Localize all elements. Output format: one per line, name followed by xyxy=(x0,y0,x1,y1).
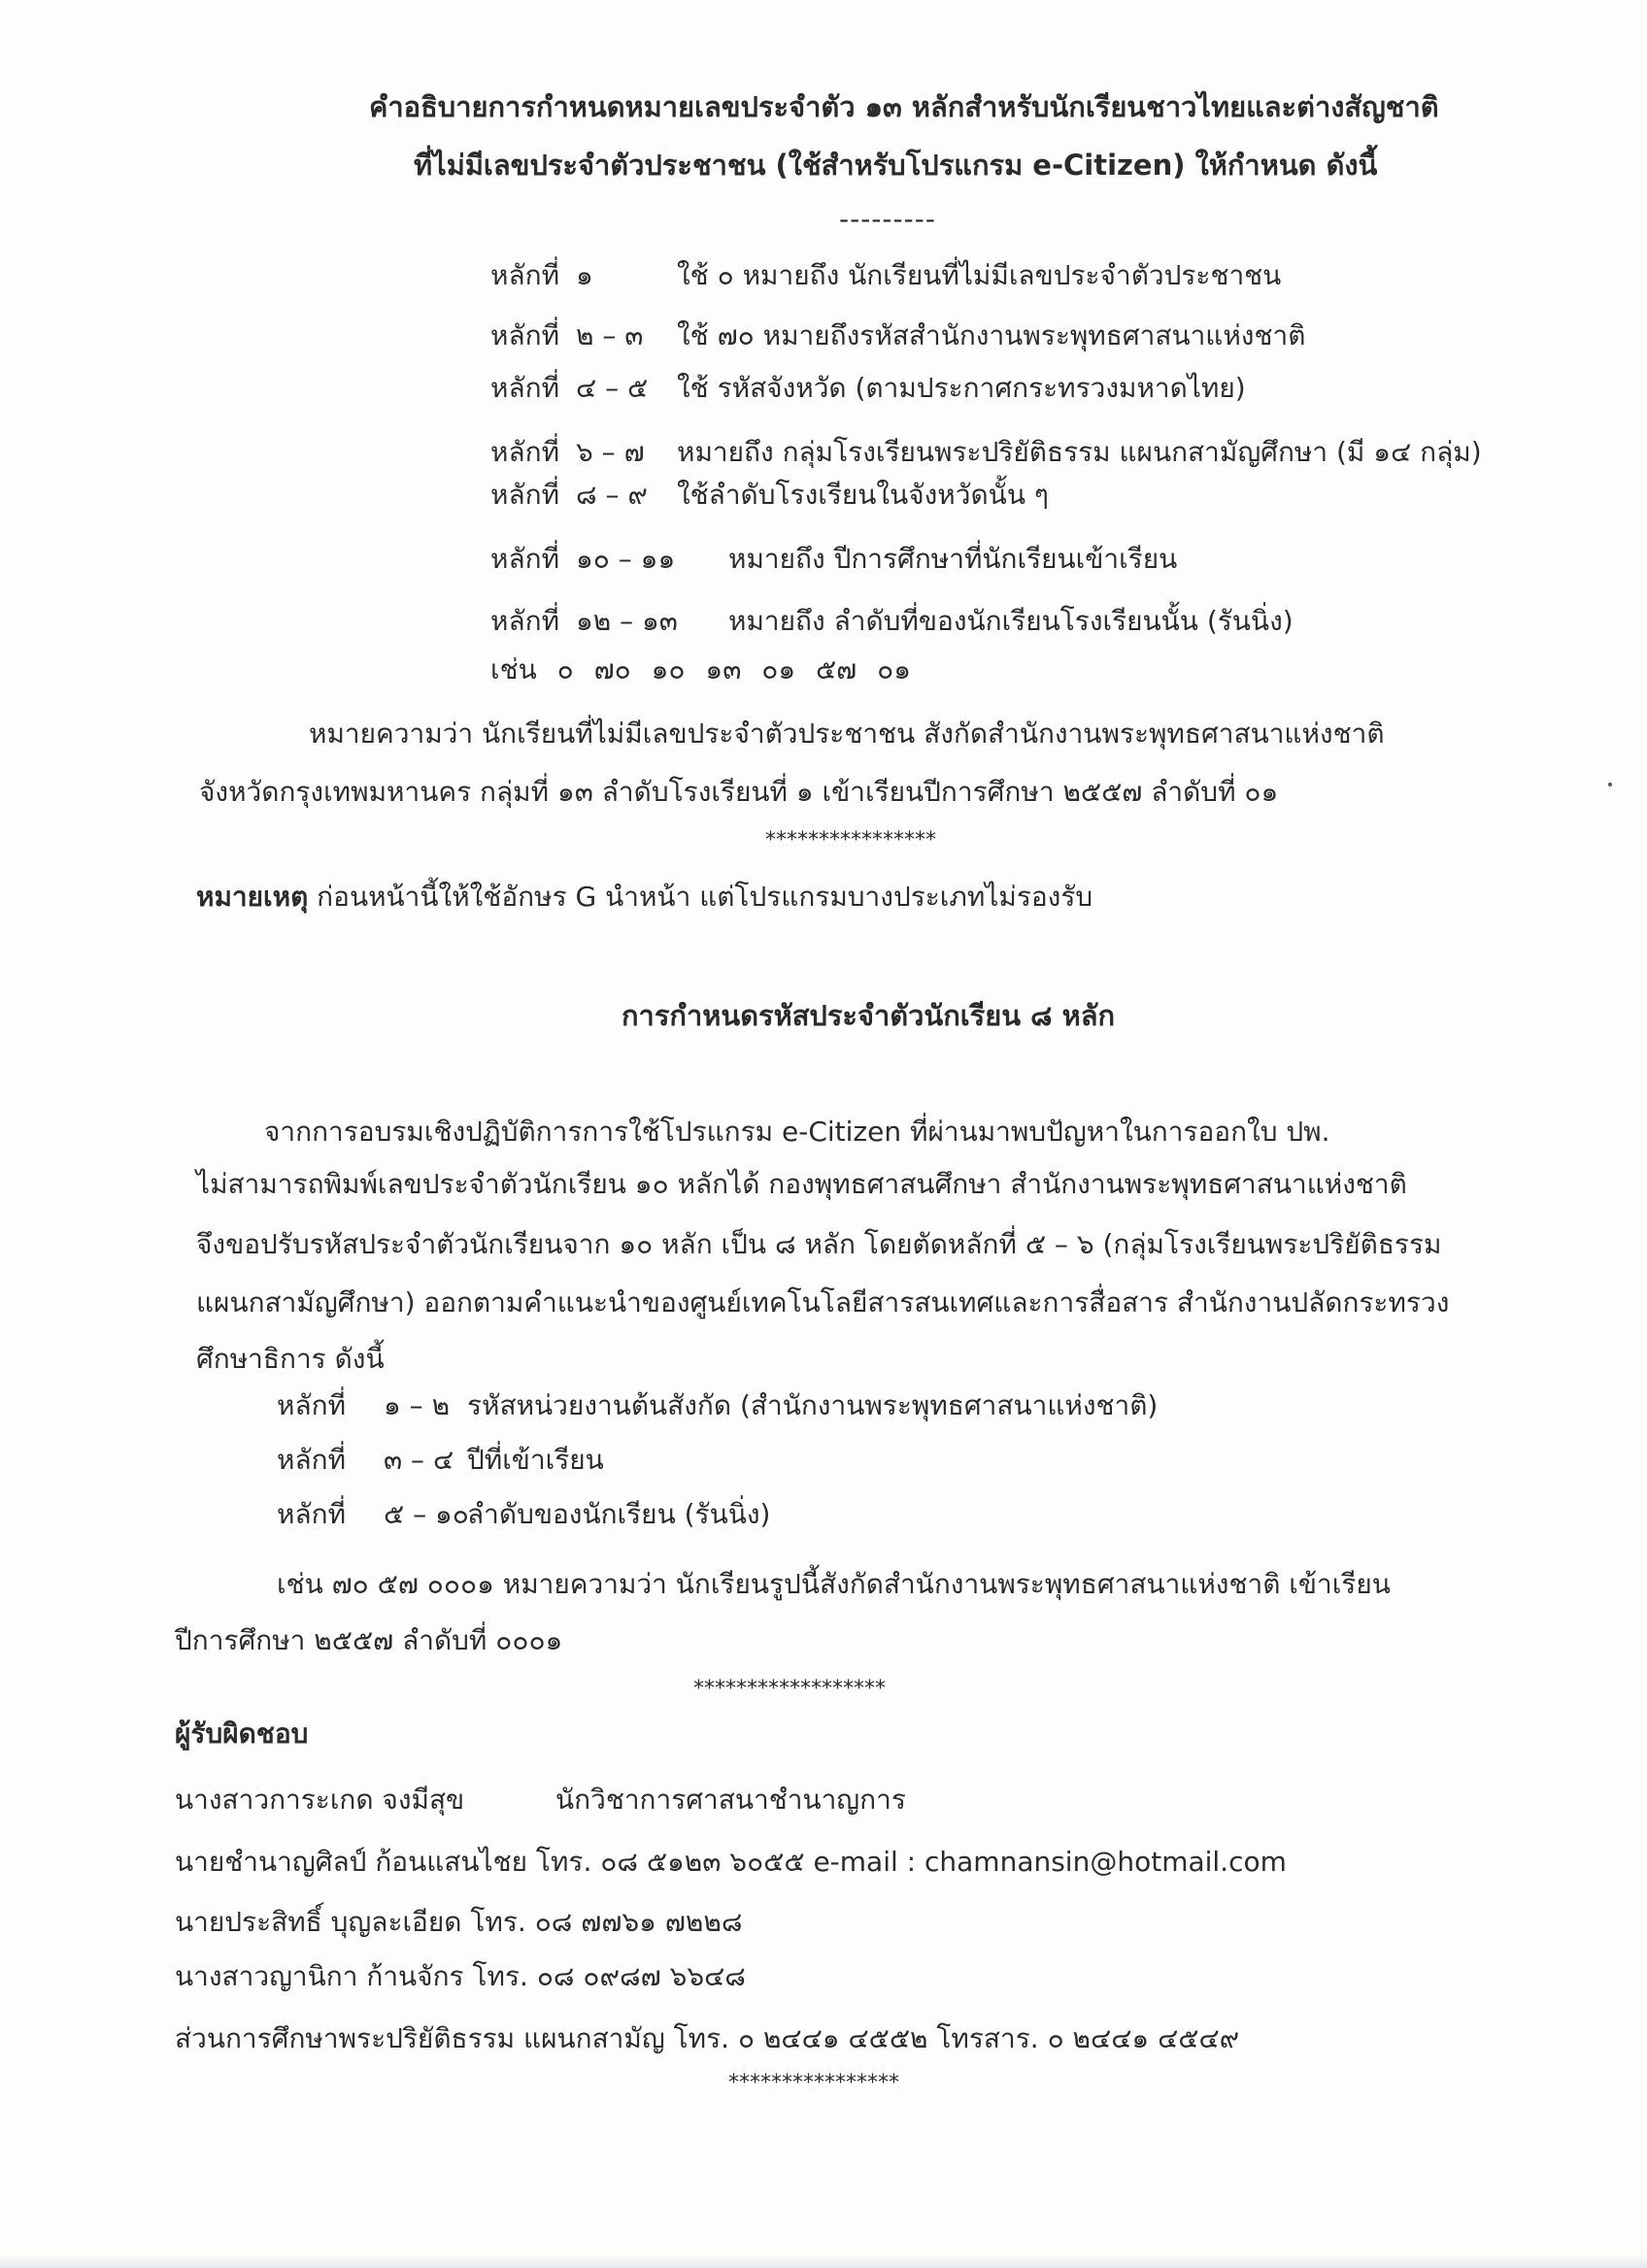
digit-label: หลักที่ xyxy=(490,479,560,511)
paragraph-line-4: แผนกสามัญศึกษา) ออกตามคำแนะนำของศูนย์เทคโนโลยีสารสนเทศและการสื่อสาร สำนักงานปลัดกระทรวง xyxy=(196,1286,1450,1318)
scan-bottom-edge xyxy=(0,2254,1647,2268)
separator-stars-3: **************** xyxy=(728,2071,899,2095)
digit-position: ๑ xyxy=(576,259,593,291)
title-line-1: คำอธิบายการกำหนดหมายเลขประจำตัว ๑๓ หลักสำหรับนักเรียนชาวไทยและต่างสัญชาติ xyxy=(369,90,1439,123)
note xyxy=(196,878,1092,917)
digit-position: ๕ – ๑๐ xyxy=(384,1498,469,1530)
contact-row-5: ส่วนการศึกษาพระปริยัติธรรม แผนกสามัญ โทร. ๐ ๒๔๔๑ ๔๕๕๒ โทรสาร. ๐ ๒๔๔๑ ๔๕๔๙ xyxy=(175,2022,1240,2054)
digit-position: ๘ – ๙ xyxy=(576,479,648,511)
digit-description: ใช้ ๐ หมายถึง นักเรียนที่ไม่มีเลขประจำตัวประชาชน xyxy=(677,259,1282,291)
digit-description: ใช้ลำดับโรงเรียนในจังหวัดนั้น ๆ xyxy=(677,479,1049,511)
digit-position: ๑ – ๒ xyxy=(384,1389,451,1421)
digit-label: หลักที่ xyxy=(490,372,560,404)
paragraph-line-5: ศึกษาธิการ ดังนี้ xyxy=(196,1343,385,1375)
digit-position: ๔ – ๕ xyxy=(576,372,649,404)
paragraph-line-1: จากการอบรมเชิงปฏิบัติการการใช้โปรแกรม e-Citizen ที่ผ่านมาพบปัญหาในการออกใบ ปพ. xyxy=(264,1116,1330,1148)
example-8-line-2: ปีการศึกษา ๒๕๕๗ ลำดับที่ ๐๐๐๑ xyxy=(175,1624,563,1656)
contact-name: นางสาวการะเกด จงมีสุข xyxy=(175,1784,465,1816)
section-2-title: การกำหนดรหัสประจำตัวนักเรียน ๘ หลัก xyxy=(622,999,1116,1032)
contact-role: นักวิชาการศาสนาชำนาญการ xyxy=(555,1784,906,1816)
paragraph-line-3: จึงขอปรับรหัสประจำตัวนักเรียนจาก ๑๐ หลัก เป็น ๘ หลัก โดยตัดหลักที่ ๕ – ๖ (กลุ่มโรงเรียนพระปริยัติธรรม xyxy=(196,1228,1442,1260)
digit-label: หลักที่ xyxy=(277,1389,347,1421)
note-text: ก่อนหน้านี้ให้ใช้อักษร G นำหน้า แต่โปรแกรมบางประเภทไม่รองรับ xyxy=(317,881,1093,913)
digit-label: หลักที่ xyxy=(277,1444,347,1476)
scan-speck xyxy=(1608,783,1612,786)
digit-position: ๑๒ – ๑๓ xyxy=(576,605,678,637)
example-8-line-1: เช่น ๗๐ ๕๗ ๐๐๐๑ หมายความว่า นักเรียนรูปนี้สังกัดสำนักงานพระพุทธศาสนาแห่งชาติ เข้าเรียน xyxy=(277,1568,1391,1600)
example-13-digit: เช่น ๐ ๗๐ ๑๐ ๑๓ ๐๑ ๕๗ ๐๑ xyxy=(490,653,912,685)
digit-position: ๒ – ๓ xyxy=(576,319,644,351)
digit-description: หมายถึง ลำดับที่ของนักเรียนโรงเรียนนั้น (รันนิ่ง) xyxy=(728,605,1294,637)
digit-label: หลักที่ xyxy=(490,319,560,351)
note-label: หมายเหตุ xyxy=(196,881,309,913)
responsible-title: ผู้รับผิดชอบ xyxy=(175,1718,309,1750)
digit-description: หมายถึง ปีการศึกษาที่นักเรียนเข้าเรียน xyxy=(728,543,1178,575)
title-divider: --------- xyxy=(839,203,936,235)
contact-row-4: นางสาวญานิกา ก้านจักร โทร. ๐๘ ๐๙๘๗ ๖๖๔๘ xyxy=(175,1960,746,1992)
digit-description: ปีที่เข้าเรียน xyxy=(467,1444,604,1476)
separator-stars-2: ****************** xyxy=(693,1677,886,1701)
contact-row-2: นายชำนาญศิลป์ ก้อนแสนไชย โทร. ๐๘ ๕๑๒๓ ๖๐๕๕ e-mail : chamnansin@hotmail.com xyxy=(175,1846,1287,1878)
digit-description: ใช้ รหัสจังหวัด (ตามประกาศกระทรวงมหาดไทย) xyxy=(677,372,1246,404)
digit-label: หลักที่ xyxy=(490,605,560,637)
digit-position: ๖ – ๗ xyxy=(576,436,645,468)
digit-label: หลักที่ xyxy=(490,259,560,291)
digit-label: หลักที่ xyxy=(490,543,560,575)
digit-label: หลักที่ xyxy=(277,1498,347,1530)
digit-description: รหัสหน่วยงานต้นสังกัด (สำนักงานพระพุทธศาสนาแห่งชาติ) xyxy=(467,1389,1159,1421)
digit-position: ๓ – ๔ xyxy=(384,1444,454,1476)
digit-description: ใช้ ๗๐ หมายถึงรหัสสำนักงานพระพุทธศาสนาแห่งชาติ xyxy=(677,319,1306,351)
digit-position: ๑๐ – ๑๑ xyxy=(576,543,676,575)
separator-stars-1: **************** xyxy=(765,828,936,852)
contact-row-3: นายประสิทธิ์ บุญละเอียด โทร. ๐๘ ๗๗๖๑ ๗๒๒๘ xyxy=(175,1906,743,1938)
digit-description: ลำดับของนักเรียน (รันนิ่ง) xyxy=(467,1498,771,1530)
digit-description: หมายถึง กลุ่มโรงเรียนพระปริยัติธรรม แผนกสามัญศึกษา (มี ๑๔ กลุ่ม) xyxy=(677,436,1482,468)
title-line-2: ที่ไม่มีเลขประจำตัวประชาชน (ใช้สำหรับโปรแกรม e-Citizen) ให้กำหนด ดังนี้ xyxy=(414,149,1378,182)
meaning-13-line-1: หมายความว่า นักเรียนที่ไม่มีเลขประจำตัวประชาชน สังกัดสำนักงานพระพุทธศาสนาแห่งชาติ xyxy=(309,717,1385,750)
meaning-13-line-2: จังหวัดกรุงเทพมหานคร กลุ่มที่ ๑๓ ลำดับโรงเรียนที่ ๑ เข้าเรียนปีการศึกษา ๒๕๕๗ ลำดับที่ ๐๑ xyxy=(199,776,1279,808)
digit-label: หลักที่ xyxy=(490,436,560,468)
paragraph-line-2: ไม่สามารถพิมพ์เลขประจำตัวนักเรียน ๑๐ หลักได้ กองพุทธศาสนศึกษา สำนักงานพระพุทธศาสนาแห่งชาติ xyxy=(196,1168,1407,1200)
